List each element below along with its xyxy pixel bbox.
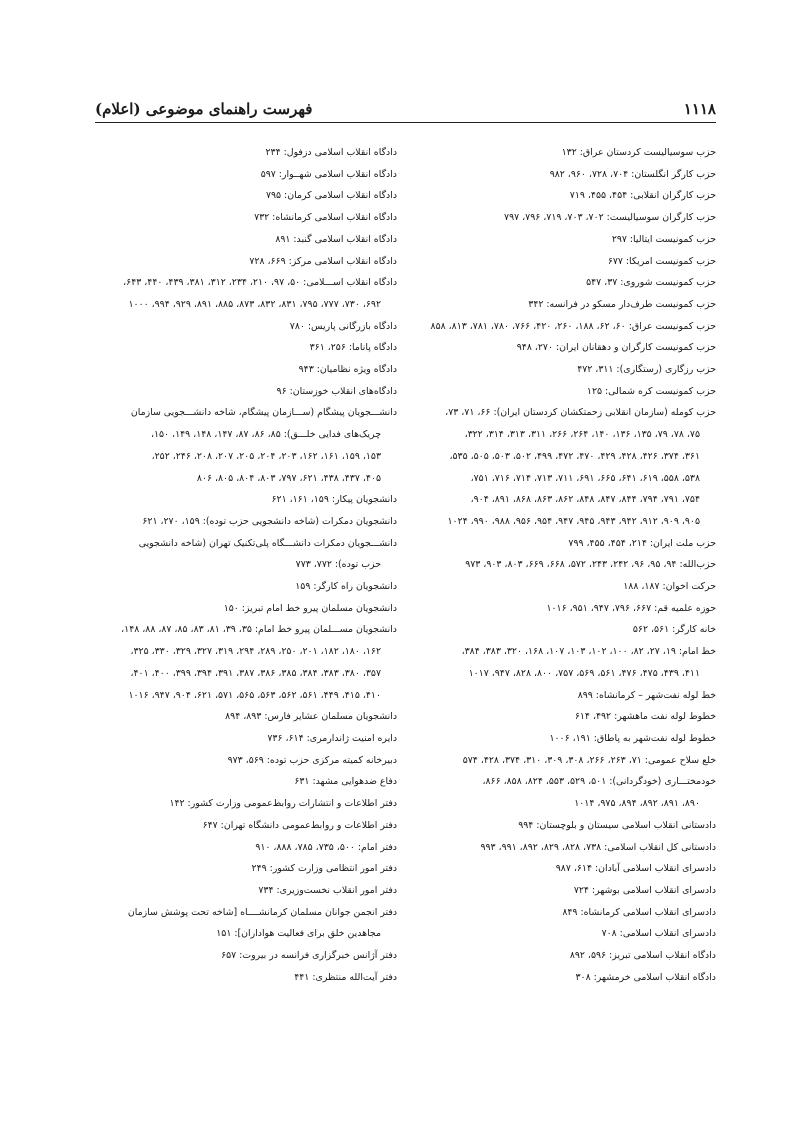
index-column-left	[95, 142, 397, 988]
index-entry	[95, 619, 397, 706]
index-entry-line: دفتر اطلاعات و انتشارات روابط‌عمومی وزارت کشور: ۱۴۲	[169, 798, 397, 810]
index-entry-line: دانشـــجویان پیشگام (ســـازمان پیشگام، شاخه دانشـــجویی سازمان	[130, 407, 397, 419]
index-entry	[411, 880, 716, 902]
index-entry-line: دادستانی کل انقلاب اسلامی: ۷۳۸، ۸۲۸، ۸۲۹، ۸۹۲، ۹۹۱، ۹۹۳	[480, 841, 716, 853]
index-entry	[411, 750, 716, 772]
index-entry-line: دادگاه پاناما: ۲۵۶، ۳۶۱	[309, 342, 397, 354]
index-entry-line: حزب کمونیست عراق: ۶۰، ۶۲، ۱۸۸، ۲۶۰، ۴۲۰، ۷۶۶، ۷۸۰، ۷۸۱، ۸۱۳، ۸۵۸	[430, 320, 716, 332]
index-entry-continuation: حزب توده): ۷۷۲، ۷۷۳	[295, 559, 381, 571]
index-entry-line: دادسرای انقلاب اسلامی بوشهر: ۷۲۴	[573, 884, 716, 896]
index-entry-line: دفتر اطلاعات و روابط‌عمومی دانشگاه تهران: ۶۴۷	[202, 819, 397, 831]
index-entry-line: حزب ملت ایران: ۲۱۴، ۴۵۴، ۴۵۵، ۷۹۹	[568, 537, 716, 549]
index-entry	[95, 576, 397, 598]
index-entry	[411, 359, 716, 381]
index-entry-line: دفاع ضدهوایی مشهد: ۶۳۱	[294, 776, 397, 788]
index-entry	[95, 316, 397, 338]
index-entry-line: حزب‌الله: ۹۴، ۹۵، ۹۶، ۲۴۲، ۲۴۳، ۵۷۲، ۶۶۸، ۶۶۹، ۸۰۳، ۹۰۳، ۹۷۳	[465, 559, 716, 571]
index-entry	[95, 164, 397, 186]
page-number: ۱۱۱۸	[683, 100, 716, 118]
index-entry-continuation: ۶۹۲، ۷۳۰، ۷۷۷، ۷۹۵، ۸۳۱، ۸۳۲، ۸۷۳، ۸۸۵، ۸۹۱، ۹۲۹، ۹۹۴، ۱۰۰۰	[128, 298, 381, 310]
index-entry-line: دفتر آژانس خبرگزاری فرانسه در بیروت: ۶۵۷	[221, 950, 397, 962]
index-entry	[95, 381, 397, 403]
index-entry	[95, 533, 397, 576]
index-entry	[95, 272, 397, 315]
index-entry-continuation: چریک‌های فدایی خلـــق): ۸۵، ۸۶، ۸۷، ۱۴۷، ۱۴۸، ۱۴۹، ۱۵۰،	[150, 429, 381, 441]
index-column-right	[411, 142, 716, 988]
index-entry	[95, 902, 397, 945]
index-entry	[411, 554, 716, 576]
page-title: فهرست راهنمای موضوعی (اعلام)	[95, 100, 313, 118]
index-entry	[95, 598, 397, 620]
index-entry-line: حزب کمونیست شوروی: ۳۷، ۵۴۷	[586, 277, 716, 289]
index-entry-line: خودمختـــاری (خودگردانی): ۵۰۱، ۵۲۹، ۵۵۳، ۸۲۴، ۸۵۸، ۸۶۶،	[482, 776, 716, 788]
index-entry	[95, 771, 397, 793]
index-entry	[411, 619, 716, 641]
index-entry-line: دادگاه‌های انقلاب خوزستان: ۹۶	[276, 385, 397, 397]
index-entry-line: خطوط لوله نفت ماهشهر: ۴۹۲، ۶۱۴	[574, 711, 716, 723]
index-entry	[411, 706, 716, 728]
index-entry	[411, 294, 716, 316]
index-entry	[411, 728, 716, 750]
index-entry-line: دانشجویان راه کارگر: ۱۵۹	[295, 581, 397, 593]
index-entry	[411, 185, 716, 207]
index-entry-line: دادگاه انقلاب اسلامی شهــوار: ۵۹۷	[260, 168, 397, 180]
index-entry	[411, 641, 716, 684]
index-entry-continuation: ۷۵، ۷۸، ۷۹، ۱۳۵، ۱۳۶، ۱۴۰، ۲۶۴، ۲۶۶، ۳۱۱، ۳۱۳، ۳۱۴، ۳۲۲،	[464, 429, 700, 441]
index-entry	[95, 880, 397, 902]
index-entry	[95, 815, 397, 837]
index-entry	[411, 902, 716, 924]
index-entry-line: دانشجویان پیکار: ۱۵۹، ۱۶۱، ۶۲۱	[271, 494, 397, 506]
index-entry-continuation: ۸۹۰، ۸۹۱، ۸۹۲، ۸۹۴، ۹۷۵، ۱۰۱۴	[574, 798, 700, 810]
index-entry-line: دفتر امور انتظامی وزارت کشور: ۲۴۹	[251, 863, 397, 875]
index-entry-line: حوزه علمیه قم: ۶۶۷، ۷۹۶، ۹۴۷، ۹۵۱، ۱۰۱۶	[546, 602, 716, 614]
index-entry	[411, 229, 716, 251]
index-entry	[411, 316, 716, 338]
index-entry	[411, 251, 716, 273]
index-entry-line: دادگاه انقلاب اســـلامی: ۵۰، ۹۷، ۲۱۰، ۲۳۴، ۳۱۲، ۳۸۱، ۴۳۹، ۴۴۰، ۶۴۳،	[123, 277, 397, 289]
index-entry-line: دادگاه انقلاب اسلامی کرمان: ۷۹۵	[265, 190, 397, 202]
index-entry-continuation: ۴۱۱، ۴۳۹، ۴۷۵، ۴۷۶، ۵۶۱، ۵۶۹، ۷۵۷، ۸۰۰، ۸۲۸، ۹۴۷، ۱۰۱۷	[468, 667, 700, 679]
index-entry	[411, 164, 716, 186]
index-entry-line: دفتر آیت‌الله منتظری: ۴۴۱	[294, 971, 397, 983]
index-entry-line: دادسرای انقلاب اسلامی: ۷۰۸	[601, 928, 716, 940]
index-entry-line: دانشجویان مسلمان عشایر فارس: ۸۹۳، ۸۹۴	[225, 711, 397, 723]
index-entry-continuation: ۱۶۲، ۱۸۰، ۱۸۲، ۲۰۱، ۲۵۰، ۲۸۹، ۲۹۴، ۳۱۹، ۳۲۷، ۳۲۹، ۳۳۰، ۳۲۵،	[130, 646, 381, 658]
index-entry-line: حزب کومله (سازمان انقلابی زحمتکشان کردستان ایران): ۶۶، ۷۱، ۷۳،	[445, 407, 716, 419]
index-entry-line: حزب کارگر انگلستان: ۷۰۴، ۷۲۸، ۹۶۰، ۹۸۲	[549, 168, 716, 180]
index-entry	[95, 511, 397, 533]
index-entry-line: دانشـــجویان دمکرات دانشـــگاه پلی‌تکنیک تهران (شاخه دانشجویی	[138, 537, 397, 549]
index-entry-line: خلع سلاح عمومی: ۷۱، ۲۶۳، ۲۶۶، ۳۰۸، ۳۰۹، ۳۱۰، ۳۷۴، ۴۲۸، ۵۷۴	[462, 754, 716, 766]
index-entry-line: حزب رزگاری (رستگاری): ۳۱۱، ۴۷۲	[577, 364, 716, 376]
index-entry	[95, 837, 397, 859]
page-header	[95, 88, 716, 123]
index-entry	[411, 142, 716, 164]
index-entry-line: دادگاه انقلاب اسلامی مرکز: ۶۶۹، ۷۲۸	[249, 255, 397, 267]
index-entry	[95, 706, 397, 728]
index-entry-line: دادگاه انقلاب اسلامی خرمشهر: ۳۰۸	[575, 971, 716, 983]
index-entry	[95, 945, 397, 967]
index-entry-line: حزب سوسیالیست کردستان عراق: ۱۳۲	[561, 147, 716, 158]
index-entry-continuation: ۱۵۳، ۱۵۹، ۱۶۱، ۱۶۲، ۲۰۳، ۲۰۴، ۲۰۵، ۲۰۷، ۲۰۸، ۲۴۶، ۲۵۲،	[151, 450, 381, 462]
index-entry-line: دبیرخانه کمیته مرکزی حزب توده: ۵۶۹، ۹۷۳	[227, 754, 397, 766]
index-entry	[95, 185, 397, 207]
index-entry	[95, 750, 397, 772]
index-entry	[411, 337, 716, 359]
index-entry	[95, 207, 397, 229]
index-entry	[95, 489, 397, 511]
index-entry	[411, 967, 716, 989]
index-entry-line: دادگاه انقلاب اسلامی دزفول: ۲۳۴	[265, 147, 397, 158]
index-entry	[95, 142, 397, 164]
index-entry-line: دادسرای انقلاب اسلامی کرمانشاه: ۸۴۹	[562, 906, 716, 918]
index-entry	[411, 771, 716, 814]
index-entry-continuation: ۴۰۵، ۴۳۷، ۴۳۸، ۶۲۱، ۷۹۷، ۸۰۳، ۸۰۴، ۸۰۵، ۸۰۶	[196, 472, 381, 484]
index-entry	[411, 815, 716, 837]
index-entry-line: دادگاه ویژه نظامیان: ۹۴۳	[298, 364, 397, 376]
index-entry	[411, 272, 716, 294]
index-entry-line: حزب کمونیست ایتالیا: ۲۹۷	[611, 233, 716, 245]
index-entry-line: خط امام: ۱۹، ۲۷، ۸۲، ۱۰۰، ۱۰۲، ۱۰۳، ۱۰۷، ۱۶۸، ۳۲۰، ۳۸۳، ۳۸۴،	[461, 646, 716, 658]
index-entry-continuation: ۵۳۸، ۵۵۸، ۶۱۹، ۶۴۱، ۶۶۵، ۶۹۱، ۷۱۱، ۷۱۳، ۷۱۴، ۷۱۶، ۷۵۱،	[470, 472, 700, 484]
index-entry-continuation: ۷۵۴، ۷۹۱، ۷۹۴، ۸۴۴، ۸۴۷، ۸۴۸، ۸۶۲، ۸۶۳، ۸۶۸، ۸۹۱، ۹۰۴،	[470, 494, 700, 506]
index-entry-line: دانشجویان مســـلمان پیرو خط امام: ۳۵، ۳۹، ۸۱، ۸۳، ۸۵، ۸۷، ۸۸، ۱۴۸،	[121, 624, 397, 636]
index-entry	[95, 858, 397, 880]
index-entry-line: دفتر امور انقلاب نخست‌وزیری: ۷۳۴	[258, 884, 397, 896]
index-entry	[411, 207, 716, 229]
index-entry-line: دایره امنیت ژاندارمری: ۶۱۴، ۷۳۶	[267, 732, 397, 744]
index-entry-line: دادگاه بازرگانی پاریس: ۷۸۰	[289, 320, 397, 332]
index-entry	[411, 858, 716, 880]
index-entry-continuation: مجاهدین خلق برای فعالیت هواداران]: ۱۵۱	[216, 928, 381, 940]
index-entry-line: حزب کمونیست امریکا: ۶۷۷	[607, 255, 716, 267]
index-entry	[411, 533, 716, 555]
index-entry-continuation: ۹۰۵، ۹۰۹، ۹۱۲، ۹۴۲، ۹۴۳، ۹۴۵، ۹۴۷، ۹۵۴، ۹۵۶، ۹۸۸، ۹۹۰، ۱۰۲۴	[447, 515, 700, 527]
index-entry-line: حزب کمونیست کارگران و دهقانان ایران: ۲۷۰، ۹۴۸	[516, 342, 716, 354]
index-entry-line: دادگاه انقلاب اسلامی کرمانشاه: ۷۳۲	[254, 212, 397, 224]
index-entry-line: حزب کارگران انقلابی: ۴۵۴، ۴۵۵، ۷۱۹	[569, 190, 716, 202]
index-entry	[95, 402, 397, 489]
index-entry-line: دفتر انجمن جوانان مسلمان کرمانشــــاه [شاخه تحت پوشش سازمان	[127, 906, 397, 918]
index-entry	[411, 576, 716, 598]
index-entry-line: خانه کارگر: ۵۶۱، ۵۶۲	[632, 624, 716, 636]
index-entry	[411, 945, 716, 967]
index-entry	[95, 967, 397, 989]
index-entry	[95, 359, 397, 381]
index-entry	[95, 728, 397, 750]
index-entry-line: دادگاه انقلاب اسلامی گنبد: ۸۹۱	[275, 233, 397, 245]
index-entry-line: دادگاه انقلاب اسلامی تبریز: ۵۹۶، ۸۹۲	[569, 950, 716, 962]
index-entry-line: خطوط لوله نفت‌شهر به پاطاق: ۱۹۱، ۱۰۰۶	[549, 732, 716, 744]
index-entry-line: حزب کارگران سوسیالیست: ۷۰۲، ۷۰۳، ۷۱۹، ۷۹۶، ۷۹۷	[504, 212, 716, 224]
index-entry	[411, 598, 716, 620]
index-entry-line: حزب کمونیست کره شمالی: ۱۲۵	[586, 385, 716, 397]
index-entry-line: حزب کمونیست طرف‌دار مسکو در فرانسه: ۳۴۲	[528, 298, 716, 310]
index-entry	[411, 381, 716, 403]
index-entry-continuation: ۳۵۷، ۳۸۰، ۳۸۳، ۳۸۴، ۳۸۵، ۳۸۶، ۳۸۷، ۳۹۱، ۳۹۴، ۳۹۹، ۴۰۰، ۴۰۱،	[130, 667, 381, 679]
index-entry-line: خط لوله نفت‌شهر – کرمانشاه: ۸۹۹	[577, 689, 716, 701]
index-entry-line: دانشجویان مسلمان پیرو خط امام تبریز: ۱۵۰	[223, 602, 397, 614]
index-entry	[95, 229, 397, 251]
index-entry-continuation: ۳۶۱، ۳۷۴، ۴۲۶، ۴۲۸، ۴۲۹، ۴۷۰، ۴۷۲، ۴۹۹، ۵۰۲، ۵۰۳، ۵۰۵، ۵۳۵،	[449, 450, 700, 462]
index-entry	[95, 251, 397, 273]
index-entry	[95, 793, 397, 815]
index-entry	[95, 337, 397, 359]
index-entry-line: حرکت اخوان: ۱۸۷، ۱۸۸	[623, 581, 716, 593]
index-entry	[411, 923, 716, 945]
index-entry-line: دفتر امام: ۵۰۰، ۷۳۵، ۷۸۵، ۸۸۸، ۹۱۰	[255, 841, 397, 853]
index-entry-continuation: ۴۱۰، ۴۱۵، ۴۴۹، ۵۶۱، ۵۶۲، ۵۶۳، ۵۶۵، ۵۷۱، ۶۲۱، ۹۰۴، ۹۴۷، ۱۰۱۶	[128, 689, 381, 701]
index-entry-line: دادستانی انقلاب اسلامی سیستان و بلوچستان: ۹۹۴	[518, 819, 716, 831]
index-entry	[411, 685, 716, 707]
index-entry-line: دانشجویان دمکرات (شاخه دانشجویی حزب توده): ۱۵۹، ۲۷۰، ۶۲۱	[142, 515, 397, 527]
index-entry	[411, 402, 716, 532]
index-entry-line: دادسرای انقلاب اسلامی آبادان: ۶۱۴، ۹۸۷	[555, 863, 716, 875]
index-entry	[411, 837, 716, 859]
